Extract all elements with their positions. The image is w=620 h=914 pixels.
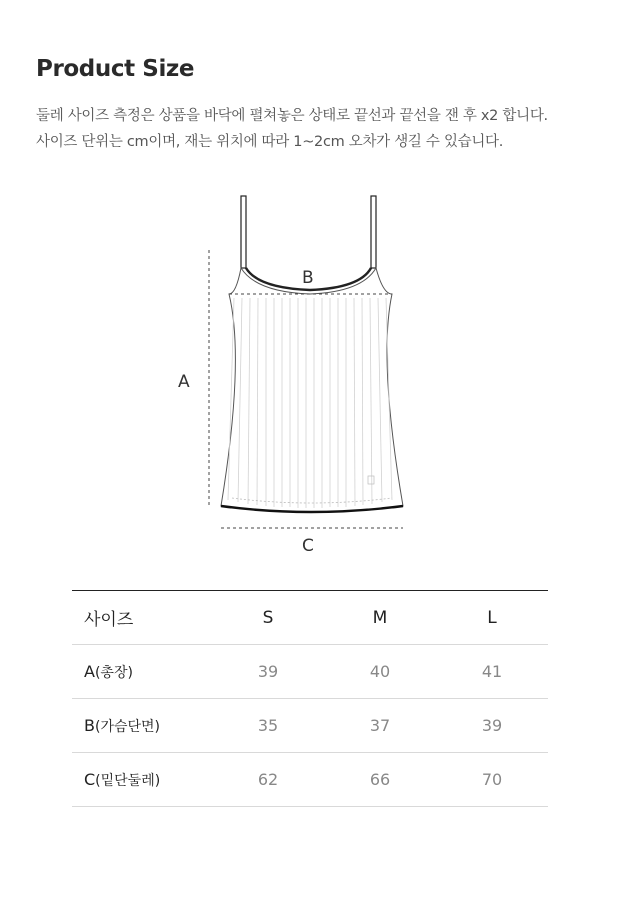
row-letter: B	[84, 715, 95, 735]
cell-value: 62	[212, 753, 324, 807]
size-table	[72, 590, 548, 807]
cell-value: 40	[324, 645, 436, 699]
header-size-m: M	[324, 591, 436, 645]
cell-value: 37	[324, 699, 436, 753]
page-title: Product Size	[36, 56, 195, 82]
size-description-line-2: 사이즈 단위는 cm이며, 재는 위치에 따라 1~2cm 오차가 생길 수 있습니다.	[36, 134, 504, 150]
cell-value: 70	[436, 753, 548, 807]
cell-value: 41	[436, 645, 548, 699]
cell-value: 39	[212, 645, 324, 699]
header-size-l: L	[436, 591, 548, 645]
dimension-label-c: C	[302, 536, 314, 556]
size-table-header	[72, 591, 548, 645]
header-size-s: S	[212, 591, 324, 645]
camisole-size-diagram	[0, 180, 620, 560]
dimension-label-a: A	[178, 372, 190, 392]
left-strap	[241, 196, 246, 268]
row-name: (총장)	[94, 664, 133, 681]
right-strap	[371, 196, 376, 268]
cell-value: 66	[324, 753, 436, 807]
table-row	[72, 753, 548, 807]
table-row	[72, 645, 548, 699]
row-label	[72, 699, 212, 753]
row-label	[72, 753, 212, 807]
row-letter: C	[84, 769, 96, 789]
row-label	[72, 645, 212, 699]
size-description-line-1: 둘레 사이즈 측정은 상품을 바닥에 펼쳐놓은 상태로 끝선과 끝선을 잰 후 x2 합니다.	[36, 108, 548, 124]
header-size-label: 사이즈	[72, 591, 212, 645]
table-row	[72, 699, 548, 753]
row-letter: A	[84, 661, 95, 681]
row-name: (밑단둘레)	[95, 772, 161, 789]
cell-value: 39	[436, 699, 548, 753]
camisole-straps	[241, 196, 376, 268]
cell-value: 35	[212, 699, 324, 753]
row-name: (가슴단면)	[94, 718, 161, 735]
dimension-label-b: B	[302, 268, 314, 288]
